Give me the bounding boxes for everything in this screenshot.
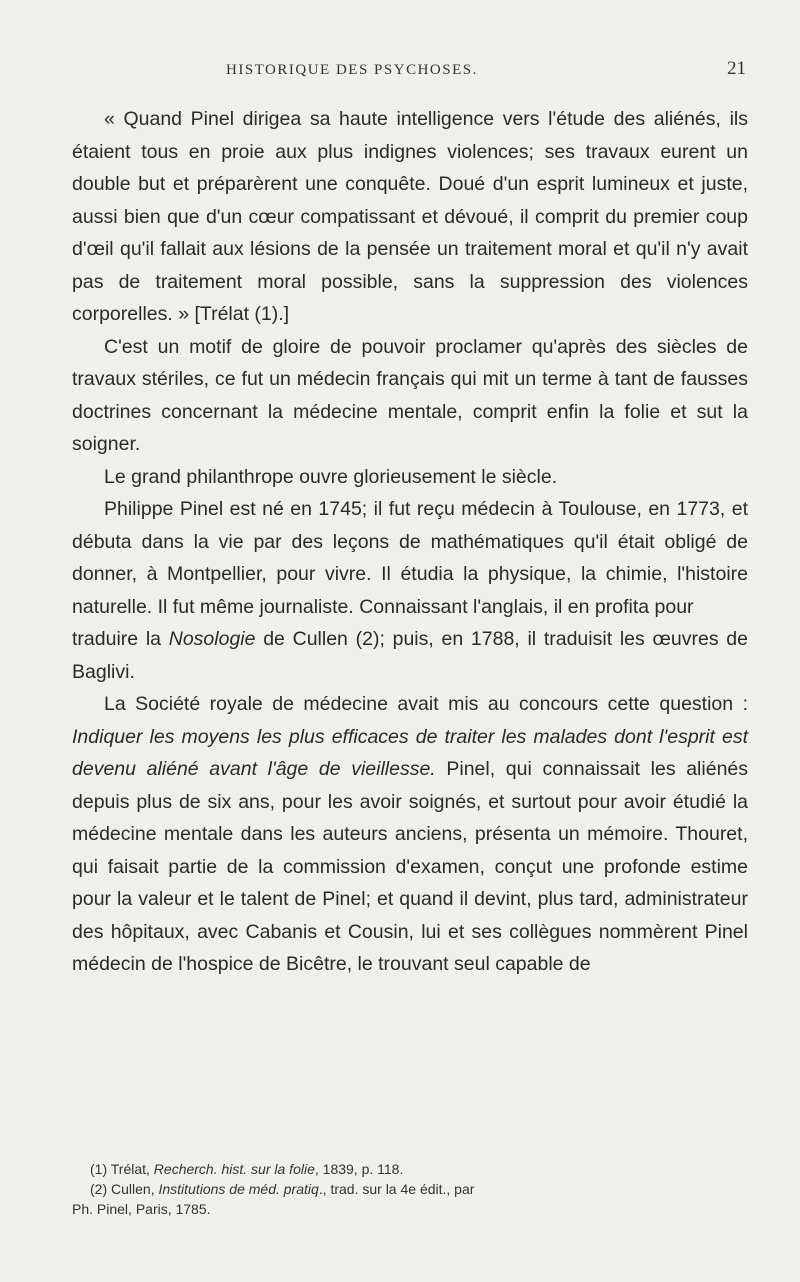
footnote-1 bbox=[72, 1159, 748, 1179]
paragraph-quote: « Quand Pinel dirigea sa haute intelligence vers l'étude des aliénés, ils étaient tous en proie aux plus indignes violences; ses travaux eurent un double but et préparèrent une conquête. Doué d'un esprit lumineux et juste, aussi bien que d'un cœur compatissant et dévoué, il comprit du premier coup d'œil qu'il fallait aux lésions de la pensée un traitement moral et qu'il n'y avait pas de traitement moral possible, sans la suppression des violences corporelles. » [Trélat (1).] bbox=[72, 108, 748, 325]
italic-question: Indiquer les moyens les plus efficaces de traiter les malades dont l'esprit est devenu aliéné avant l'âge de vieillesse. bbox=[72, 725, 748, 780]
text-span: (1) Trélat, bbox=[90, 1161, 154, 1177]
text-span: La Société royale de médecine avait mis au concours cette question : bbox=[104, 693, 748, 715]
italic-title: Recherch. hist. sur la folie bbox=[153, 1161, 315, 1177]
paragraph-gloire: C'est un motif de gloire de pouvoir proclamer qu'après des siècles de travaux stériles, ce fut un médecin français qui mit un terme à tant de fausses doctrines concernant la médecine mentale, comprit enfin la folie et sut la soigner. bbox=[72, 335, 748, 455]
footnote-2-continued: Ph. Pinel, Paris, 1785. bbox=[72, 1201, 211, 1217]
paragraph-biography: Philippe Pinel est né en 1745; il fut reçu médecin à Toulouse, en 1773, et débuta dans la vie par des leçons de mathématiques qu'il était obligé de donner, à Montpellier, pour vivre. Il étudia la physique, la chimie, l'histoire naturelle. Il fut même journaliste. Connaissant l'anglais, il en profita pour bbox=[72, 498, 748, 618]
page-number: 21 bbox=[727, 58, 746, 79]
text-span: (2) Cullen, bbox=[90, 1181, 159, 1197]
italic-title: Nosologie bbox=[168, 628, 256, 650]
body-text bbox=[72, 103, 748, 981]
running-header bbox=[72, 58, 748, 86]
text-span: Pinel, qui connaissait les aliénés depuis plus de six ans, pour les avoir soignés, et surtout pour avoir étudié la médecine mentale dans les auteurs anciens, présenta un mémoire. Thouret, qui faisait partie de la commission d'examen, conçut une profonde estime pour la valeur et le talent de Pinel; et quand il devint, plus tard, administrateur des hôpitaux, avec Cabanis et Cousin, lui et ses collègues nommèrent Pinel médecin de l'hospice de Bicêtre, le trouvant seul capable de bbox=[72, 758, 749, 975]
italic-title: Institutions de méd. pratiq bbox=[158, 1181, 319, 1197]
paragraph-philanthrope: Le grand philanthrope ouvre glorieusement le siècle. bbox=[104, 465, 558, 488]
paragraph-concours bbox=[72, 688, 748, 981]
footnotes bbox=[72, 1159, 748, 1219]
text-span: ., trad. sur la 4e édit., par bbox=[318, 1181, 475, 1197]
text-span: traduire la bbox=[72, 628, 169, 650]
text-span: de Cullen (2); puis, en 1788, il traduisit les œuvres de Baglivi. bbox=[72, 628, 748, 683]
footnote-2 bbox=[72, 1179, 748, 1199]
paragraph-nosologie bbox=[72, 623, 748, 688]
header-title: HISTORIQUE DES PSYCHOSES. bbox=[226, 62, 478, 78]
text-span: , 1839, p. 118. bbox=[314, 1161, 404, 1177]
